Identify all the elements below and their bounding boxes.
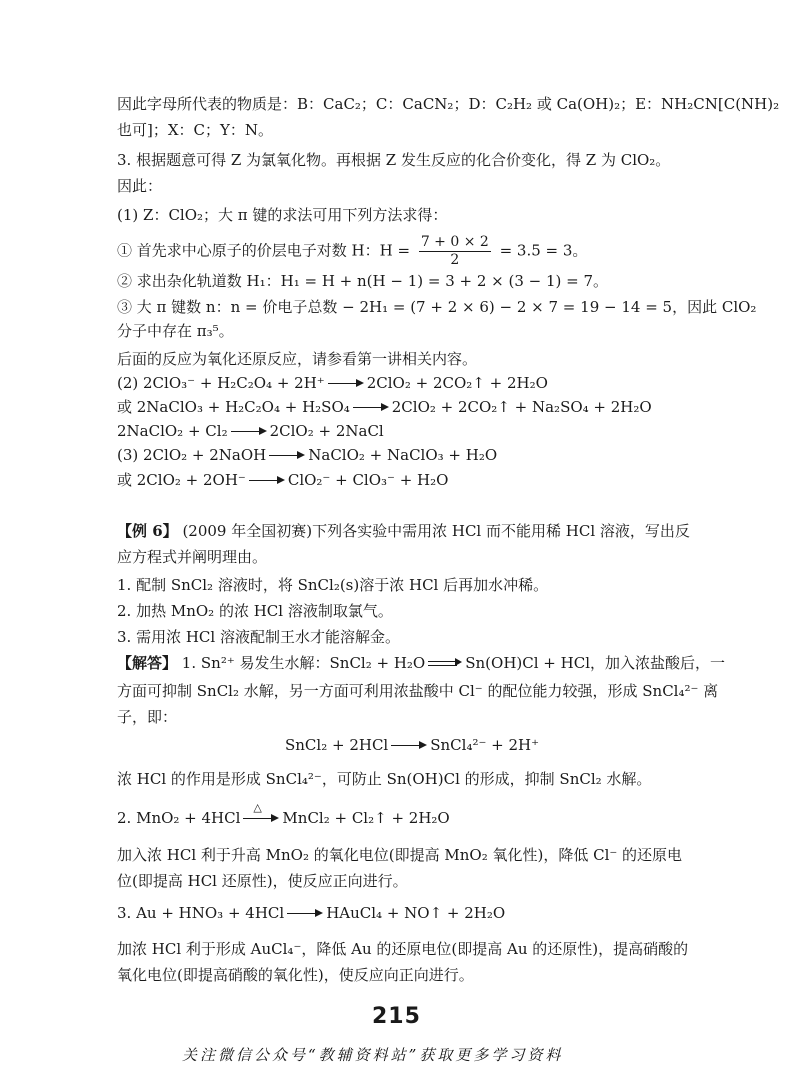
text-line: ③ 大 π 键数 n：n = 价电子总数 − 2H₁ = (7 + 2 × 6) − 2 × 7 = 19 − 14 = 5，因此 ClO₂ [117, 298, 757, 316]
equation-rhs: 2ClO₂ + 2CO₂↑ + 2H₂O [366, 374, 548, 392]
text: = 3.5 = 3。 [499, 241, 588, 260]
text: (2009 年全国初赛)下列各实验中需用浓 HCl 而不能用稀 HCl 溶液，写出反 [182, 522, 690, 540]
text: ① 首先求中心原子的价层电子对数 H：H = [117, 241, 411, 260]
equation-lhs: 2NaClO₂ + Cl₂ [117, 422, 228, 440]
heated-reaction-arrow [243, 801, 279, 825]
text-line: 加入浓 HCl 利于升高 MnO₂ 的氧化电位(即提高 MnO₂ 氧化性)，降低 Cl⁻ 的还原电 [117, 846, 683, 864]
page-number: 215 [372, 1004, 421, 1029]
text-line: (1) Z：ClO₂；大 π 键的求法可用下列方法求得： [117, 206, 448, 224]
equation-lhs: 或 2ClO₂ + 2OH⁻ [117, 471, 246, 489]
fraction-denominator: 2 [450, 252, 460, 268]
text-line: 分子中存在 π₃⁵。 [117, 322, 234, 340]
reaction-arrow [269, 450, 305, 462]
fraction [419, 234, 491, 269]
footer-note: 关注微信公众号“教辅资料站”获取更多学习资料 [182, 1046, 564, 1064]
text-line: ② 求出杂化轨道数 H₁：H₁ = H + n(H − 1) = 3 + 2 × (3 − 1) = 7。 [117, 272, 609, 290]
reaction-arrow [287, 908, 323, 920]
equation-rhs: MnCl₂ + Cl₂↑ + 2H₂O [282, 809, 450, 827]
text-line: 2. 加热 MnO₂ 的浓 HCl 溶液制取氯气。 [117, 602, 393, 620]
equation-lhs: 2. MnO₂ + 4HCl [117, 809, 241, 827]
equation-rhs: HAuCl₄ + NO↑ + 2H₂O [326, 904, 506, 922]
equation-line [117, 421, 384, 441]
equation-rhs: SnCl₄²⁻ + 2H⁺ [430, 736, 540, 754]
equation-rhs: 2ClO₂ + 2NaCl [269, 422, 384, 440]
text-line: 3. 需用浓 HCl 溶液配制王水才能溶解金。 [117, 628, 400, 646]
text-line: 应方程式并阐明理由。 [117, 548, 268, 566]
text: 1. Sn²⁺ 易发生水解：SnCl₂ + H₂O [181, 654, 426, 672]
equation-rhs: NaClO₂ + NaClO₃ + H₂O [308, 446, 498, 464]
text: Sn(OH)Cl + HCl，加入浓盐酸后，一 [465, 654, 725, 672]
equation-lhs: SnCl₂ + 2HCl [285, 736, 389, 754]
text-line: 浓 HCl 的作用是形成 SnCl₄²⁻，可防止 Sn(OH)Cl 的形成，抑制 SnCl₂ 水解。 [117, 770, 652, 788]
answer-label: 【解答】 [117, 654, 178, 672]
text-line: 因此： [117, 177, 163, 195]
text-line: 1. 配制 SnCl₂ 溶液时，将 SnCl₂(s)溶于浓 HCl 后再加水冲稀。 [117, 576, 549, 594]
equation-lhs: 3. Au + HNO₃ + 4HCl [117, 904, 285, 922]
example-label: 【例 6】 [117, 522, 178, 540]
equation-line [117, 373, 548, 393]
equation-rhs: 2ClO₂ + 2CO₂↑ + Na₂SO₄ + 2H₂O [391, 398, 652, 416]
reaction-arrow [231, 426, 267, 438]
heat-icon: △ [253, 801, 262, 814]
fraction-numerator: 7 + 0 × 2 [420, 234, 489, 250]
text-line: 也可]；X：C；Y：N。 [117, 121, 274, 139]
equation-line [117, 397, 652, 417]
equation-rhs: ClO₂⁻ + ClO₃⁻ + H₂O [287, 471, 449, 489]
text-line: 后面的反应为氧化还原反应，请参看第一讲相关内容。 [117, 350, 478, 368]
example-heading [117, 521, 690, 541]
reaction-arrow [353, 402, 389, 414]
text-line: 因此字母所代表的物质是：B：CaC₂；C：CaCN₂；D：C₂H₂ 或 Ca(OH)₂；E：NH₂CN[C(NH)₂ [117, 95, 780, 113]
equation-lhs: (2) 2ClO₃⁻ + H₂C₂O₄ + 2H⁺ [117, 374, 325, 392]
text-line: 加浓 HCl 利于形成 AuCl₄⁻，降低 Au 的还原电位(即提高 Au 的还原性)，提高硝酸的 [117, 940, 689, 958]
formula-line-fraction [117, 234, 587, 269]
text-line: 3. 根据题意可得 Z 为氯氧化物。再根据 Z 发生反应的化合价变化，得 Z 为 ClO₂。 [117, 151, 671, 169]
equilibrium-arrow [428, 658, 462, 670]
reaction-arrow [249, 475, 285, 487]
reaction-arrow [328, 378, 364, 390]
answer-line [117, 653, 725, 673]
text-line: 子，即： [117, 708, 178, 726]
text-line: 方面可抑制 SnCl₂ 水解，另一方面可利用浓盐酸中 Cl⁻ 的配位能力较强，形成 SnCl₄²⁻ 离 [117, 682, 719, 700]
equation-lhs: (3) 2ClO₂ + 2NaOH [117, 446, 267, 464]
equation-line [117, 445, 497, 465]
equation-line [285, 735, 539, 755]
equation-line [117, 801, 450, 828]
equation-line [117, 903, 505, 923]
equation-line [117, 470, 448, 490]
equation-lhs: 或 2NaClO₃ + H₂C₂O₄ + H₂SO₄ [117, 398, 350, 416]
text-line: 位(即提高 HCl 还原性)，使反应正向进行。 [117, 872, 408, 890]
text-line: 氧化电位(即提高硝酸的氧化性)，使反应向正向进行。 [117, 966, 474, 984]
reaction-arrow [391, 740, 427, 752]
